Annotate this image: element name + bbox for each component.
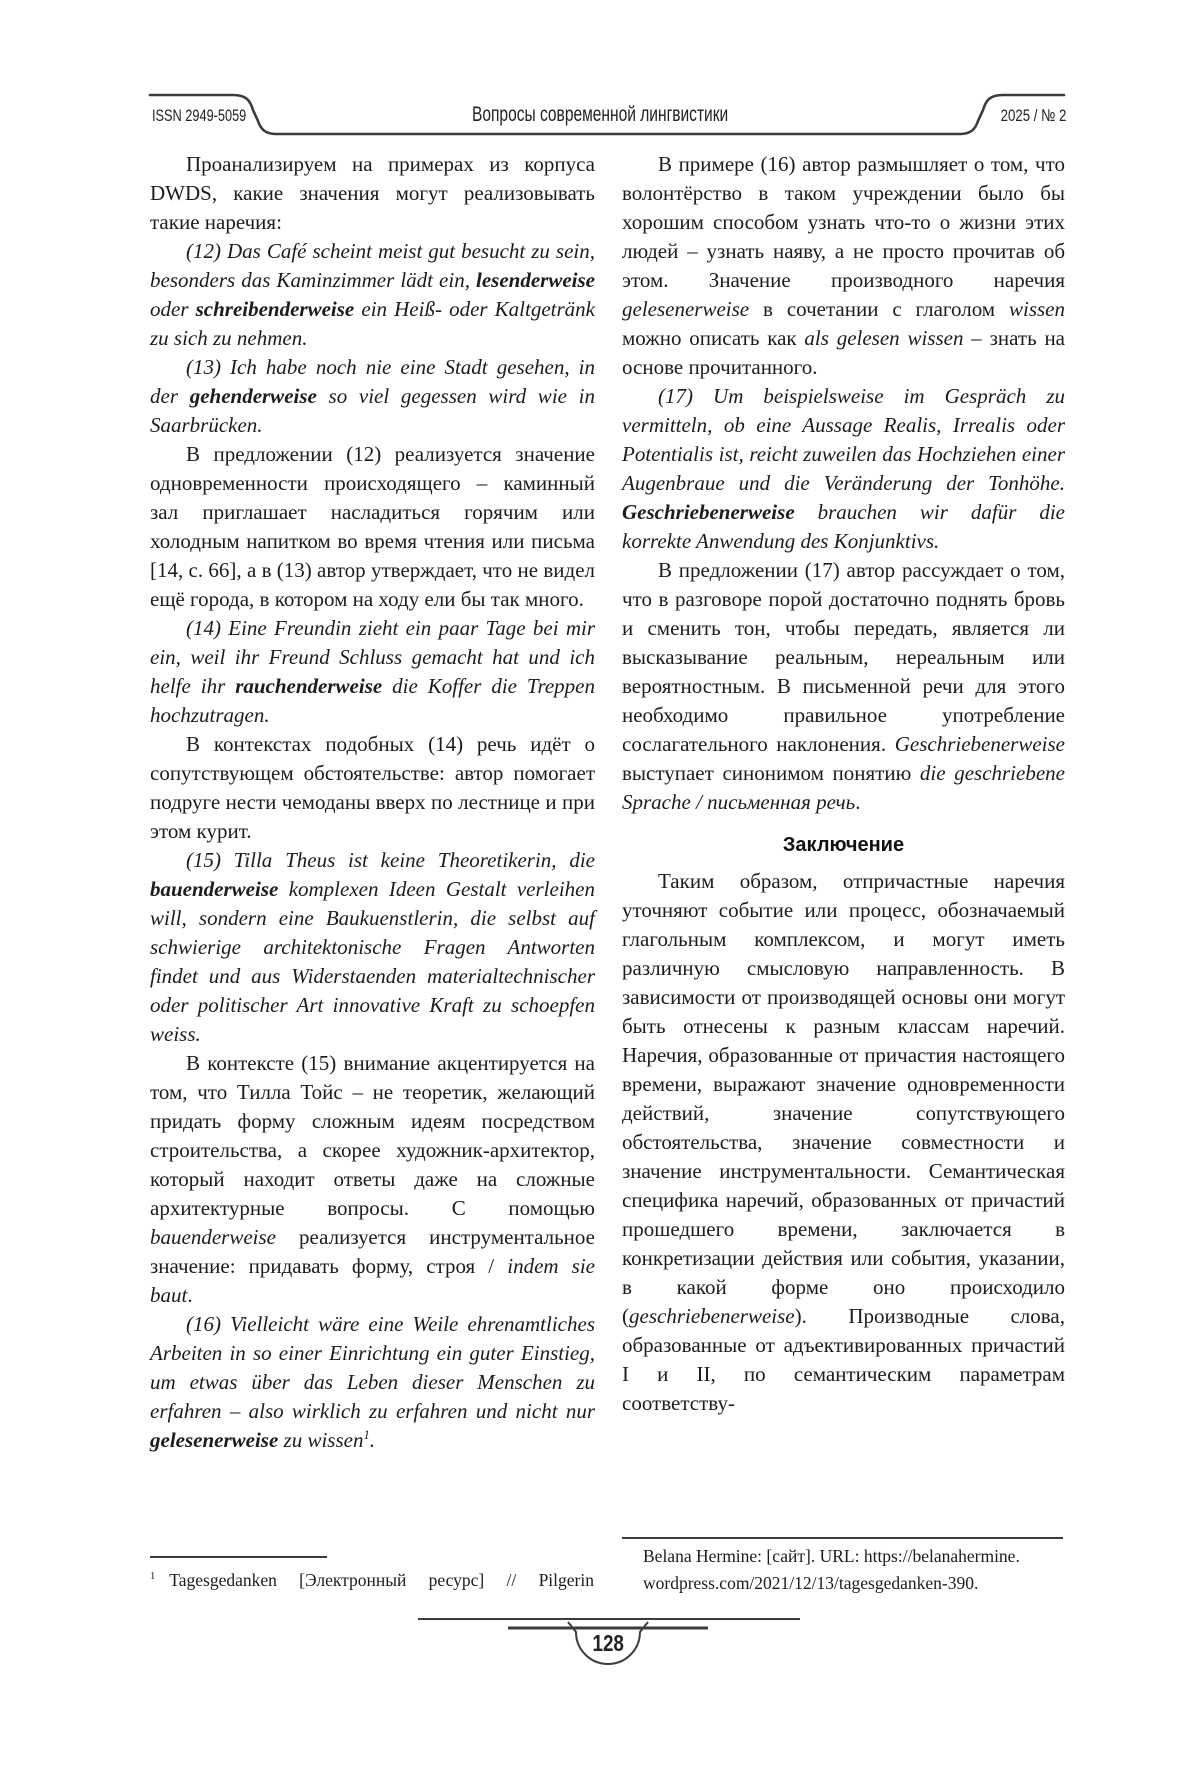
issn-label: ISSN 2949-5059	[152, 106, 247, 125]
example-paragraph: (16) Vielleicht wäre eine Weile ehrenamtliches Arbeiten in so einer Einrichtung ein guter Einstieg, um etwas über das Leben dieser Menschen zu erfahren – also wirklich zu erfahren und nicht nur gelesenerweise zu wissen$^1$.	[150, 1312, 595, 1452]
body-paragraph: В примере (16) автор размышляет о том, что волонтёрство в таком учреждении было бы хорошим способом узнать что-то о жизни этих людей – узнать наяву, а не просто прочитав об этом. Значение производного наречия gelesenerweise в сочетании с глаголом wissen можно описать как als gelesen wissen – знать на основе прочитанного.	[622, 152, 1065, 379]
footnote-marker: 1	[150, 1571, 156, 1583]
footnote-rule-left	[150, 1556, 327, 1558]
body-paragraph: В предложении (17) автор рассуждает о том, что в разговоре порой достаточно поднять бровь и сменить тон, чтобы передать, является ли высказывание реальным, нереальным или вероятностным. В письменной речи для этого необходимо правильное употребление сослагательного наклонения. Geschriebenerweise выступает синонимом понятию die geschriebene Sprache / письменная речь.	[622, 558, 1065, 814]
footnote-text: Tagesgedanken [Электронный ресурс] // Pilgerin	[169, 1570, 594, 1590]
page-number: 128	[592, 1630, 624, 1656]
journal-title: Вопросы современной лингвистики	[471, 103, 729, 126]
footnote-left	[150, 1567, 594, 1594]
left-column	[150, 150, 595, 1455]
example-paragraph: (15) Tilla Theus ist keine Theoretikerin, die bauenderweise komplexen Ideen Gestalt verleihen will, sondern eine Baukuenstlerin, die selbst auf schwierige architektonische Fragen Antworten findet und aus Widerstaenden materialtechnischer oder politischer Art innovative Kraft zu schoepfen weiss.	[150, 848, 595, 1046]
footnote-line: Belana Hermine: [сайт]. URL: https://belanahermine.	[643, 1546, 1020, 1566]
example-paragraph: (12) Das Café scheint meist gut besucht zu sein, besonders das Kaminzimmer lädt ein, lesenderweise oder schreibenderweise ein Heiß- oder Kaltgetränk zu sich zu nehmen.	[150, 239, 595, 350]
example-paragraph: (13) Ich habe noch nie eine Stadt gesehen, in der gehenderweise so viel gegessen wird wie in Saarbrücken.	[150, 355, 595, 437]
footnote-line: wordpress.com/2021/12/13/tagesgedanken-390.	[643, 1573, 979, 1593]
body-paragraph: В предложении (12) реализуется значение одновременности происходящего – каминный зал приглашает насладиться горячим или холодным напитком во время чтения или письма [14, с. 66], а в (13) автор утверждает, что не видел ещё города, в котором на ходу ели бы так много.	[150, 442, 595, 611]
footnote-right	[622, 1543, 1063, 1597]
example-paragraph: (17) Um beispielsweise im Gespräch zu vermitteln, ob eine Aussage Realis, Irrealis oder Potentialis ist, reicht zuweilen das Hochziehen einer Augenbraue und die Veränderung der Tonhöhe. Geschriebenerweise brauchen wir dafür die korrekte Anwendung des Konjunktivs.	[622, 384, 1065, 553]
footnote-rule-right	[622, 1537, 1063, 1539]
body-paragraph: В контекстах подобных (14) речь идёт о сопутствующем обстоятельстве: автор помогает подруге нести чемоданы вверх по лестнице и при этом курит.	[150, 732, 595, 843]
issue-label: 2025 / № 2	[1000, 106, 1066, 125]
body-paragraph: В контексте (15) внимание акцентируется на том, что Тилла Тойс – не теоретик, желающий придать форму сложным идеям посредством строительства, а скорее художник-архитектор, который находит ответы даже на сложные архитектурные вопросы. С помощью bauenderweise реализуется инструментальное значение: придавать форму, строя / indem sie baut.	[150, 1051, 595, 1307]
example-paragraph: (14) Eine Freundin zieht ein paar Tage bei mir ein, weil ihr Freund Schluss gemacht hat und ich helfe ihr rauchenderweise die Koffer die Treppen hochzutragen.	[150, 616, 595, 727]
body-paragraph: Проанализируем на примерах из корпуса DWDS, какие значения могут реализовывать такие наречия:	[150, 152, 595, 234]
right-column	[622, 150, 1065, 1418]
body-paragraph: Таким образом, отпричастные наречия уточняют событие или процесс, обозначаемый глагольным комплексом, и могут иметь различную смысловую направленность. В зависимости от производящей основы они могут быть отнесены к разным классам наречий. Наречия, образованные от причастия настоящего времени, выражают значение одновременности действий, значение сопутствующего обстоятельства, значение совместности и значение инструментальности. Семантическая специфика наречий, образованных от причастий прошедшего времени, заключается в конкретизации действия или события, указании, в какой форме оно происходило (geschriebenerweise). Производные слова, образованные от адъективированных причастий I и II, по семантическим параметрам соответству-	[622, 869, 1065, 1415]
section-heading: Заключение	[782, 834, 905, 856]
header-tabs-rule	[0, 0, 1200, 160]
